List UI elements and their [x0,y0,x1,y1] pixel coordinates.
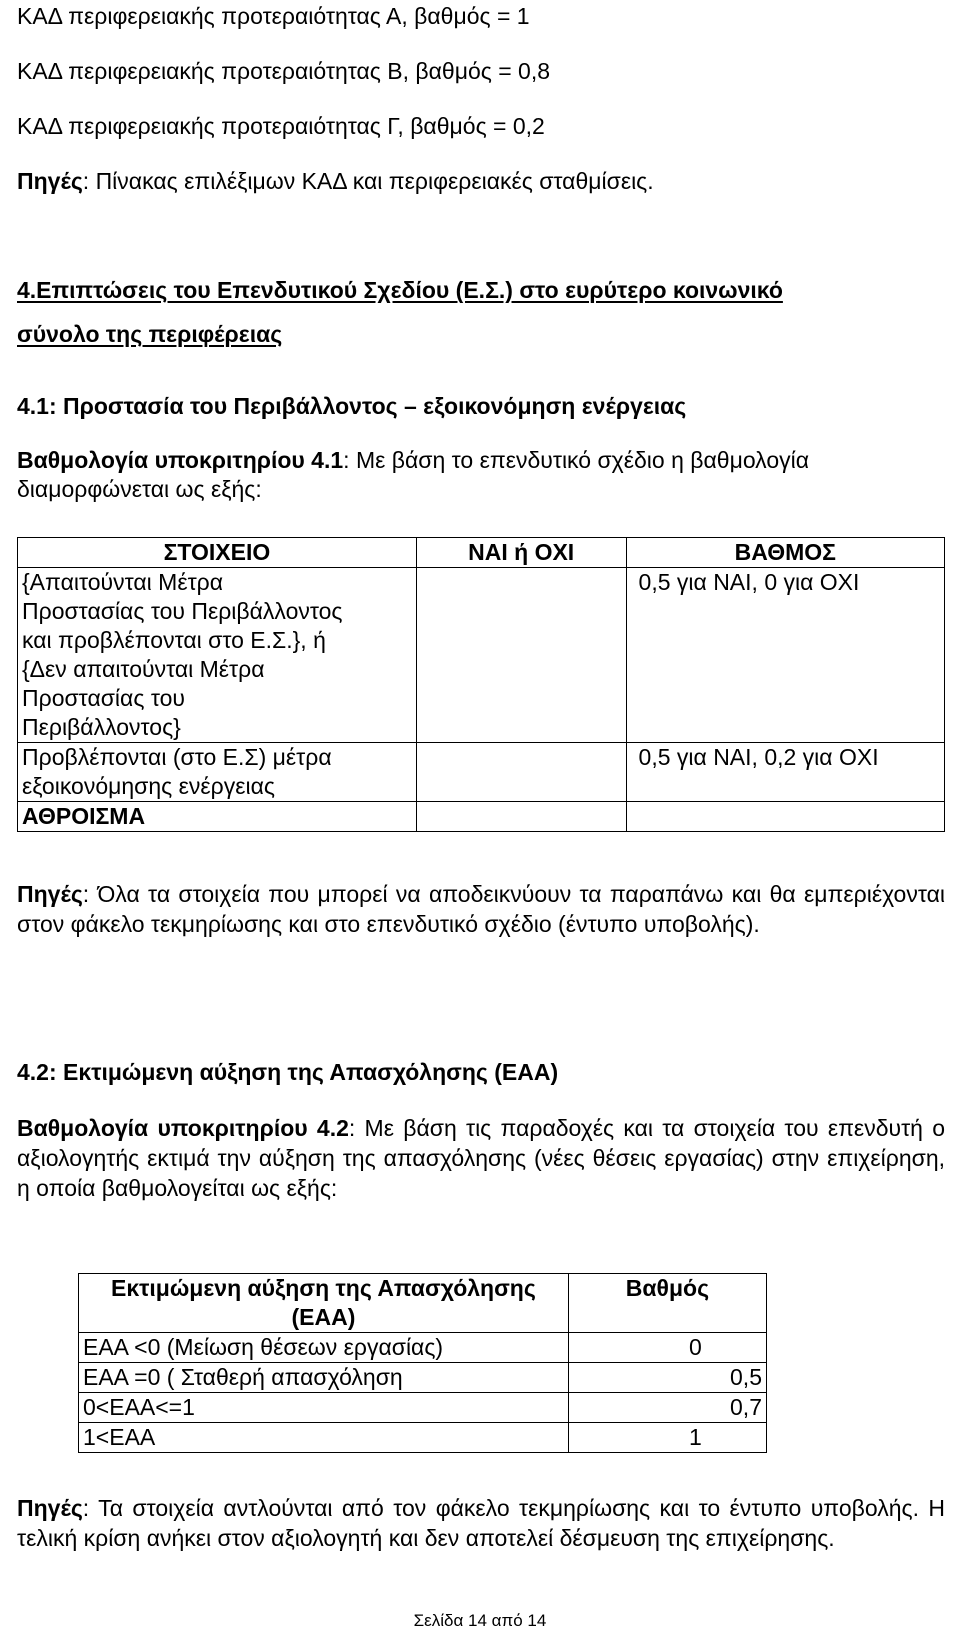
source-text: : Τα στοιχεία αντλούνται από τον φάκελο τεκμηρίωσης και το έντυπο υποβολής. Η τελική κρίση ανήκει στον αξιολογητή και δεν αποτελεί δέσμευση της επιχείρησης. [17,1495,945,1551]
score-value: 0,5 για ΝΑΙ, 0 για ΟΧΙ [638,569,860,595]
source-note-1 [17,167,654,195]
header-line: (ΕΑΑ) [291,1304,356,1330]
score-value: 0,5 για ΝΑΙ, 0,2 για ΟΧΙ [638,744,879,770]
source-note-4-2 [17,1493,945,1553]
table-row [79,1363,767,1393]
table-row [79,1333,767,1363]
employment-scoring-table [78,1273,767,1453]
priority-line-a: ΚΑΔ περιφερειακής προτεραιότητας Α, βαθμός = 1 [17,3,530,29]
section-4-title-cont: σύνολο της περιφέρειας [17,321,283,347]
table-row [18,743,945,802]
cell-line: Προβλέπονται (στο Ε.Σ) μέτρα [22,744,332,770]
scoring-table-4-1 [17,537,945,832]
total-score-cell [626,802,944,832]
row-score-cell [626,568,944,743]
score-number: 1 [330,447,344,473]
row-grade: 0 [568,1333,766,1363]
cell-line: και προβλέπονται στο Ε.Σ.}, ή [22,627,326,653]
header-score: ΒΑΘΜΟΣ [626,538,944,568]
header-yes-no: ΝΑΙ ή ΟΧΙ [416,538,626,568]
cell-line: εξοικονόμησης ενέργειας [22,773,275,799]
row-label: ΕΑΑ =0 ( Σταθερή απασχόληση [79,1363,569,1393]
section-4-title: 4.Επιπτώσεις του Επενδυτικού Σχεδίου (Ε.Σ.) στο ευρύτερο κοινωνικό [17,277,783,303]
table-row [79,1423,767,1453]
row-item-cell [18,568,417,743]
header-employment-increase [79,1274,569,1333]
page-footer: Σελίδα 14 από 14 [413,1611,547,1630]
total-answer-cell [416,802,626,832]
cell-line: {Απαιτούνται Μέτρα [22,569,224,595]
row-score-cell [626,743,944,802]
priority-line-c: ΚΑΔ περιφερειακής προτεραιότητας Γ, βαθμός = 0,2 [17,113,545,139]
subsection-4-1-score-intro [17,446,809,474]
header-line: Εκτιμώμενη αύξηση της Απασχόλησης [110,1275,536,1301]
row-grade: 0,5 [568,1363,766,1393]
header-item: ΣΤΟΙΧΕΙΟ [18,538,417,568]
row-item-cell [18,743,417,802]
table-header-row [79,1274,767,1333]
table-total-row [18,802,945,832]
table-row [79,1393,767,1423]
cell-line: Προστασίας του [22,685,185,711]
row-answer-cell [416,743,626,802]
row-answer-cell [416,568,626,743]
source-label: Πηγές [17,881,83,907]
score-number: 2 [336,1115,349,1141]
score-text: : Με βάση το επενδυτικό σχέδιο η βαθμολογία [343,447,810,473]
score-label: Βαθμολογία υποκριτηρίου 4. [17,1115,337,1141]
header-grade: Βαθμός [568,1274,766,1333]
source-text: : Όλα τα στοιχεία που μπορεί να αποδεικνύουν τα παραπάνω και θα εμπεριέχονται στον φάκελο τεκμηρίωσης και στο επενδυτικό σχέδιο (έντυπο υποβολής). [17,881,945,937]
row-grade: 1 [568,1423,766,1453]
score-label: Βαθμολογία υποκριτηρίου 4. [17,447,331,473]
row-label: 1<ΕΑΑ [79,1423,569,1453]
row-grade: 0,7 [568,1393,766,1423]
subsection-4-1-score-intro-cont: διαμορφώνεται ως εξής: [17,476,262,502]
score-text: : Με βάση τις παραδοχές και τα στοιχεία του επενδυτή ο αξιολογητής εκτιμά την αύξηση της απασχόλησης (νέες θέσεις εργασίας) στην επιχείρηση, η οποία βαθμολογείται ως εξής: [17,1115,945,1201]
subsection-4-2-score-intro [17,1113,945,1203]
table-header-row [18,538,945,568]
total-label: ΑΘΡΟΙΣΜΑ [18,802,417,832]
cell-line: Περιβάλλοντος} [22,714,181,740]
source-label: Πηγές [17,1495,83,1521]
source-label: Πηγές [17,168,83,194]
priority-line-b: ΚΑΔ περιφερειακής προτεραιότητας Β, βαθμός = 0,8 [17,58,551,84]
subsection-4-2-title: 4.2: Εκτιμώμενη αύξηση της Απασχόλησης (ΕΑΑ) [17,1059,559,1085]
row-label: 0<ΕΑΑ<=1 [79,1393,569,1423]
source-text: : Πίνακας επιλέξιμων ΚΑΔ και περιφερειακές σταθμίσεις. [82,168,654,194]
source-note-4-1 [17,879,945,939]
row-label: ΕΑΑ <0 (Μείωση θέσεων εργασίας) [79,1333,569,1363]
cell-line: Προστασίας του Περιβάλλοντος [22,598,343,624]
cell-line: {Δεν απαιτούνται Μέτρα [22,656,265,682]
subsection-4-1-title: 4.1: Προστασία του Περιβάλλοντος – εξοικονόμηση ενέργειας [17,393,687,419]
table-row [18,568,945,743]
